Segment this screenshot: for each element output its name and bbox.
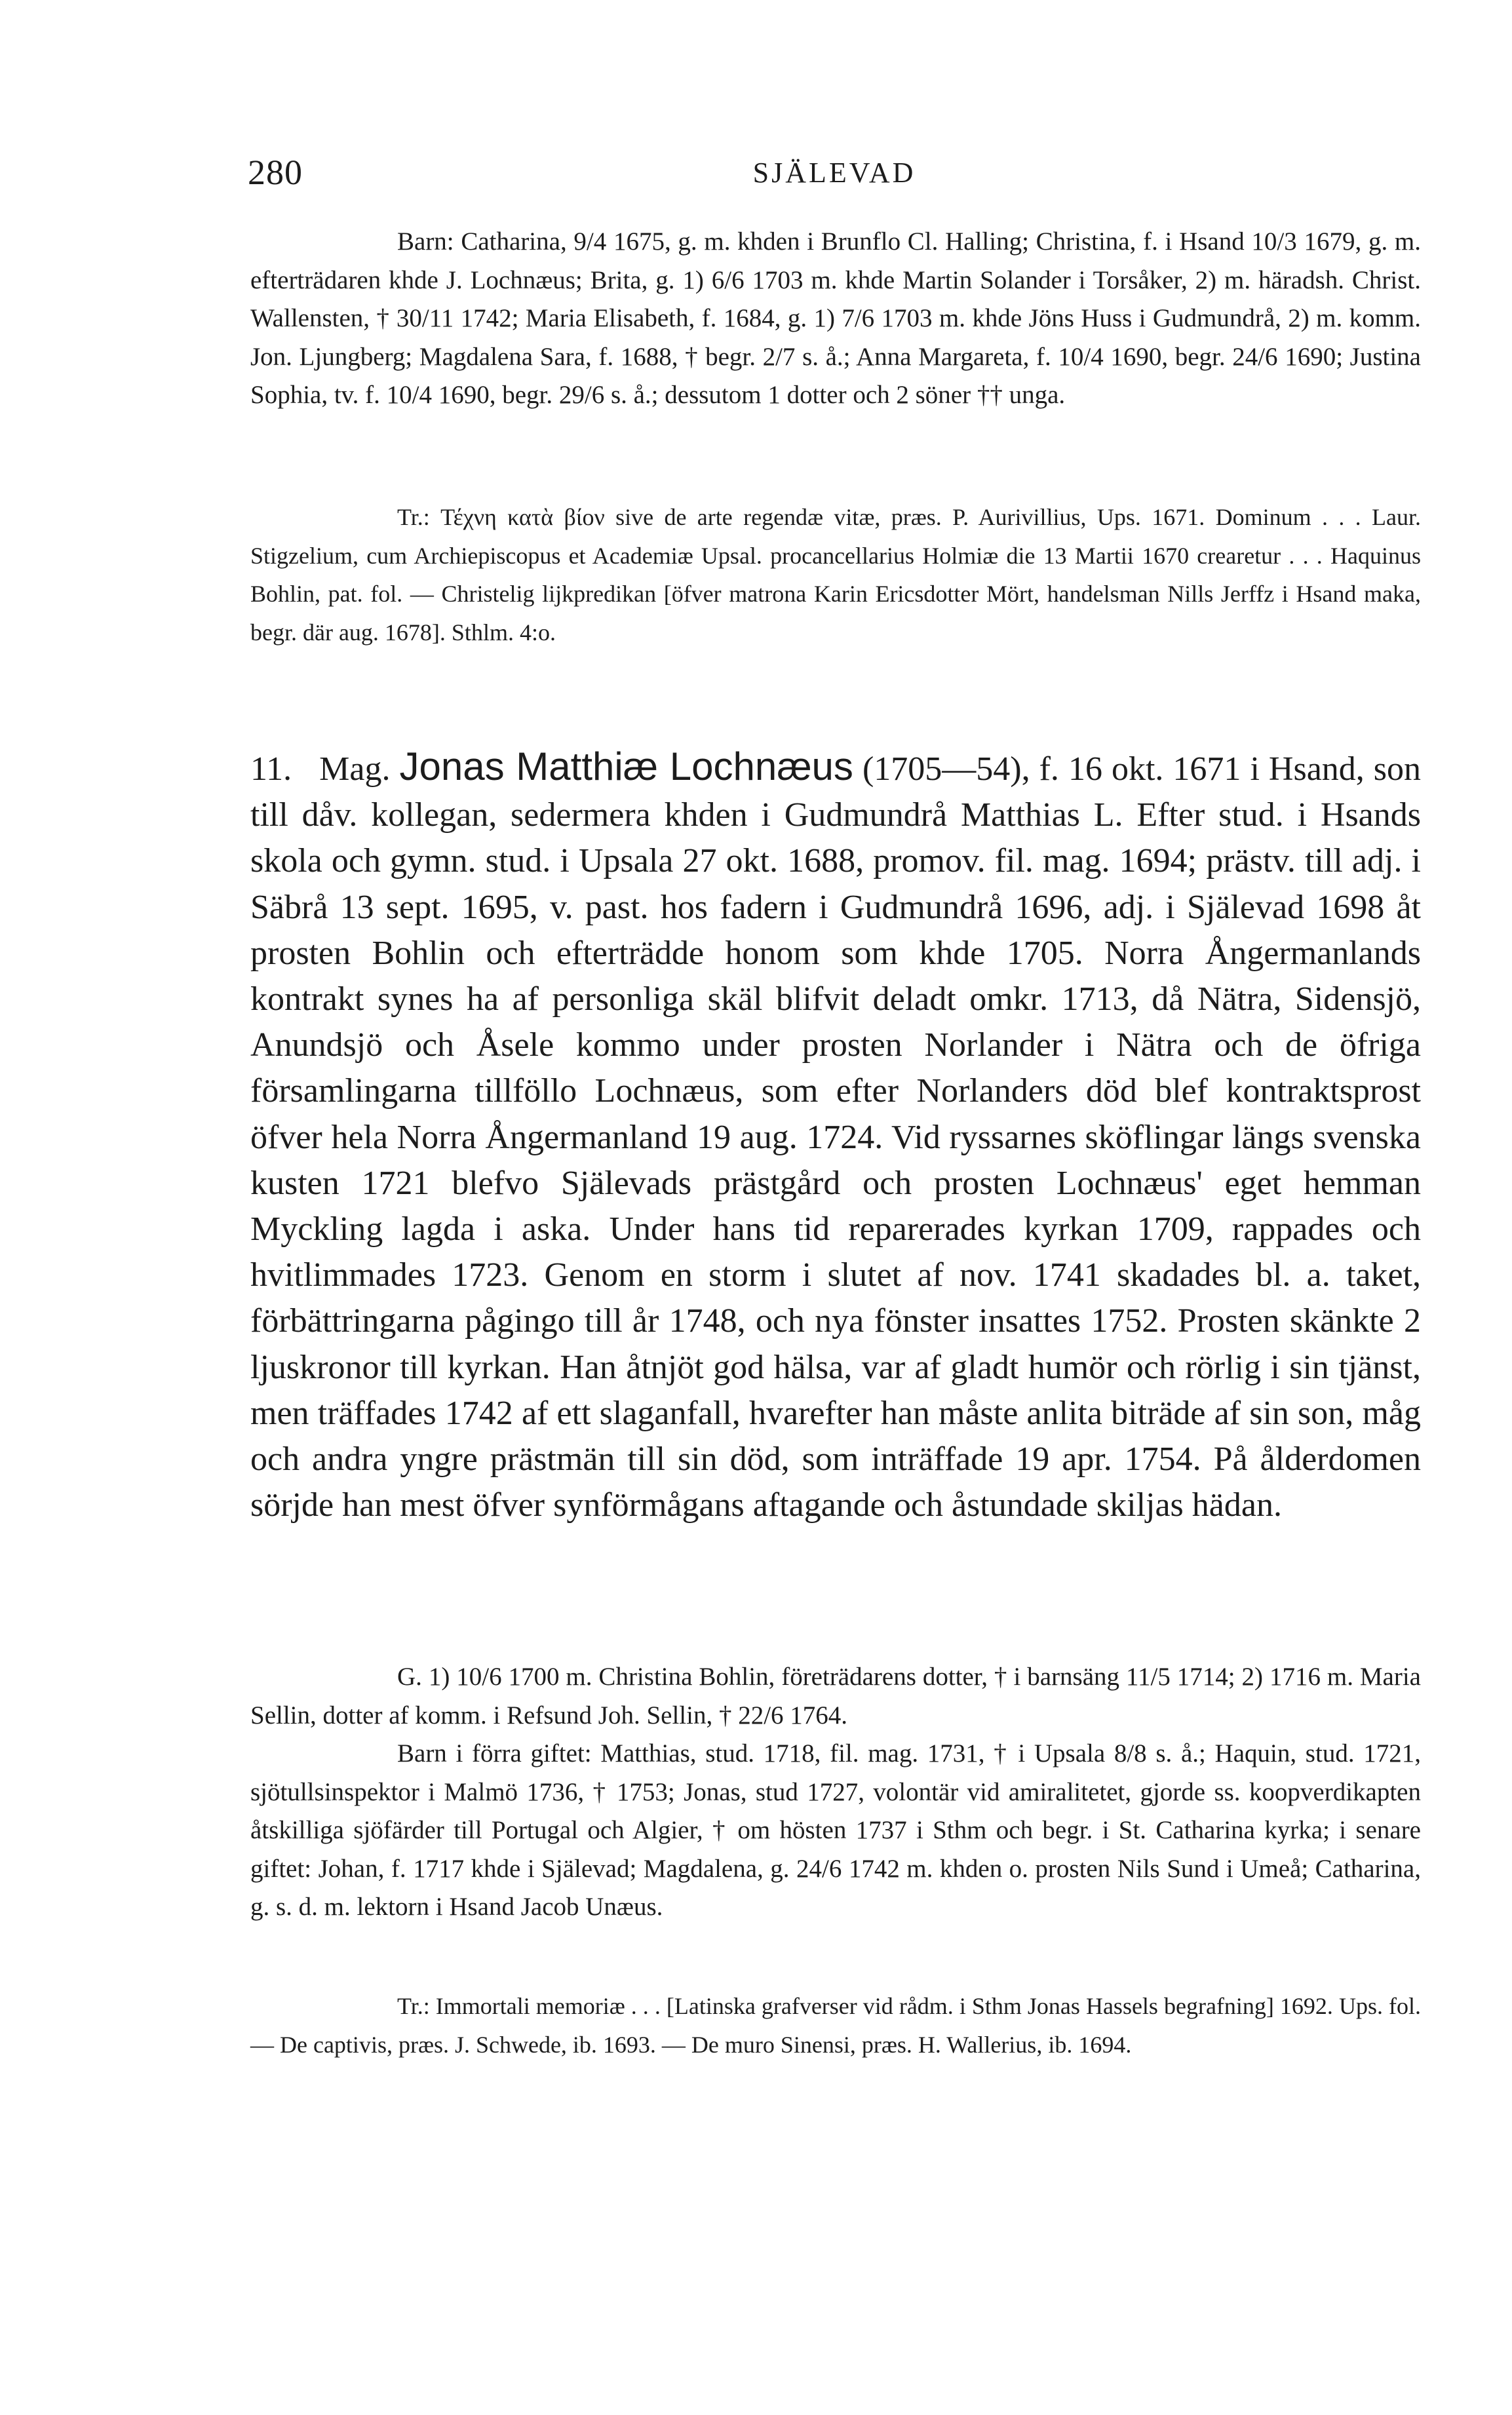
- children-note: Barn: Catharina, 9/4 1675, g. m. khden i Brunflo Cl. Halling; Christina, f. i Hsand 10/3 1679, g. m. efterträdaren khde J. Lochnæus; Brita, g. 1) 6/6 1703 m. khde Martin Solander i Torsåker, 2) m. häradsh. Christ. Wallensten, † 30/11 1742; Maria Elisabeth, f. 1684, g. 1) 7/6 1703 m. khde Jöns Huss i Gudmundrå, 2) m. komm. Jon. Ljungberg; Magdalena Sara, f. 1688, † begr. 2/7 s. å.; Anna Margareta, f. 10/4 1690, begr. 24/6 1690; Justina Sophia, tv. f. 10/4 1690, begr. 29/6 s. å.; dessutom 1 dotter och 2 söner †† unga.: [250, 227, 1421, 409]
- running-head: SJÄLEVAD: [752, 157, 916, 189]
- tryck-2-block: [250, 1987, 1421, 2064]
- tryck-1-block: [250, 498, 1421, 652]
- page-number: 280: [248, 153, 303, 192]
- children-note-2: Barn i förra giftet: Matthias, stud. 1718, fil. mag. 1731, † i Upsala 8/8 s. å.; Haquin, stud. 1721, sjötullsinspektor i Malmö 1736, † 1753; Jonas, stud 1727, volontär vid amiralitetet, gjorde ss. koopverdikapten åtskilliga sjöfärder till Portugal och Algier, † om hösten 1737 i Sthm och begr. i St. Catharina kyrka; i senare giftet: Johan, f. 1717 khde i Själevad; Magdalena, g. 24/6 1742 m. khden o. prosten Nils Sund i Umeå; Catharina, g. s. d. m. lektorn i Hsand Jacob Unæus.: [250, 1739, 1421, 1921]
- tryck-2: Tr.: Immortali memoriæ . . . [Latinska grafverser vid rådm. i Sthm Jonas Hassels begrafning] 1692. Ups. fol. — De captivis, præs. J. Schwede, ib. 1693. — De muro Sinensi, præs. H. Wallerius, ib. 1694.: [250, 1993, 1421, 2058]
- marriage-note: G. 1) 10/6 1700 m. Christina Bohlin, företrädarens dotter, † i barnsäng 11/5 1714; 2) 1716 m. Maria Sellin, dotter af komm. i Refsund Joh. Sellin, † 22/6 1764.: [250, 1663, 1421, 1729]
- page-header: [248, 152, 1421, 191]
- entry-text: (1705—54), f. 16 okt. 1671 i Hsand, son till dåv. kollegan, sedermera khden i Gudmundrå Matthias L. Efter stud. i Hsands skola och gymn. stud. i Upsala 27 okt. 1688, promov. fil. mag. 1694; prästv. till adj. i Säbrå 13 sept. 1695, v. past. hos fadern i Gudmundrå 1696, adj. i Själevad 1698 åt prosten Bohlin och efterträdde honom som khde 1705. Norra Ångermanlands kontrakt synes ha af personliga skäl blifvit deladt omkr. 1713, då Nätra, Sidensjö, Anundsjö och Åsele kommo under prosten Norlander i Nätra och de öfriga församlingarna tillföllo Lochnæus, som efter Norlanders död blef kontraktsprost öfver hela Norra Ångermanland 19 aug. 1724. Vid ryssarnes sköflingar längs svenska kusten 1721 blefvo Själevads prästgård och prosten Lochnæus' eget hemman Myckling lagda i aska. Under hans tid reparerades kyrkan 1709, rappades och hvitlimmades 1723. Genom en storm i slutet af nov. 1741 skadades bl. a. taket, förbättringarna pågingo till år 1748, och nya fönster insattes 1752. Prosten skänkte 2 ljuskronor till kyrkan. Han åtnjöt god hälsa, var af gladt humör och rörlig i sin tjänst, men träffades 1742 af ett slaganfall, hvarefter han måste anlita biträde af sin son, måg och andra yngre prästmän till sin död, som inträffade 19 apr. 1754. På ålderdomen sörjde han mest öfver synförmågans aftagande och åstundade skiljas hädan.: [250, 750, 1422, 1524]
- entry-number: 11.: [250, 750, 292, 788]
- children-note-block: [250, 223, 1421, 415]
- marriage-block: [250, 1658, 1421, 1927]
- entry-title: Mag.: [319, 750, 391, 788]
- biography-entry: [250, 744, 1421, 1528]
- entry-name: Jonas Matthiæ Lochnæus: [399, 744, 853, 788]
- entry-paragraph: [250, 744, 1421, 1528]
- tryck-1: Tr.: Τέχνη κατὰ βίον sive de arte regendæ vitæ, præs. P. Aurivillius, Ups. 1671. Dominum . . . Laur. Stigzelium, cum Archiepiscopus et Academiæ Upsal. procancellarius Holmiæ die 13 Martii 1670 crearetur . . . Haquinus Bohlin, pat. fol. — Christelig lijkpredikan [öfver matrona Karin Ericsdotter Mört, handelsman Nills Jerffz i Hsand maka, begr. där aug. 1678]. Sthlm. 4:o.: [250, 504, 1421, 646]
